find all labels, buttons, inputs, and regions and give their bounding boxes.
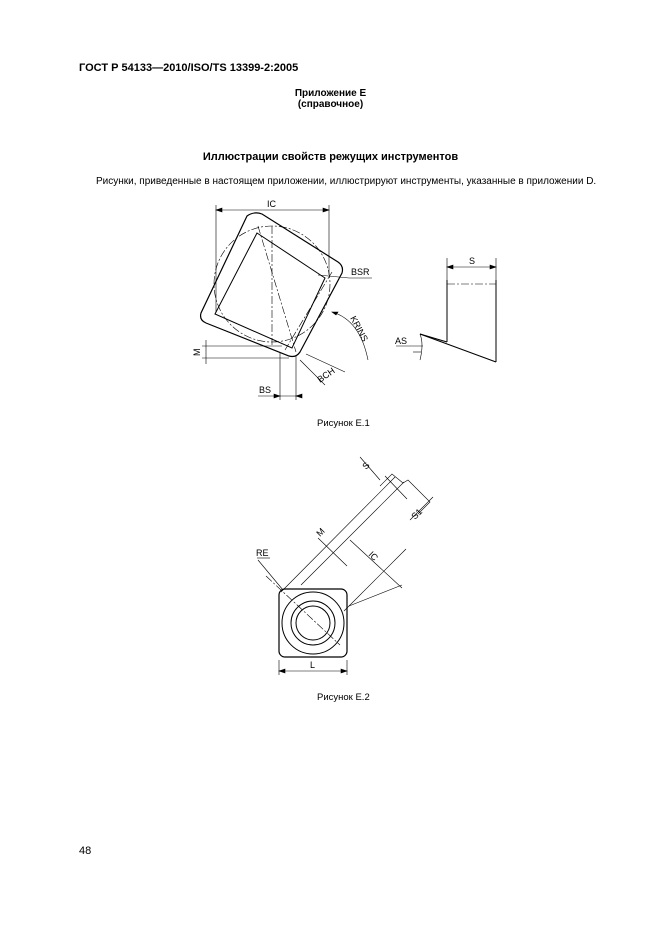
fig2-label-ic: IC xyxy=(366,549,381,563)
fig1-label-ic: IC xyxy=(267,199,276,209)
figure-e2-caption: Рисунок Е.2 xyxy=(317,692,370,703)
fig1-label-bsr: BSR xyxy=(351,267,370,277)
fig1-label-s: S xyxy=(469,256,476,266)
fig1-label-as: AS xyxy=(395,336,408,346)
fig1-label-m: M xyxy=(192,348,202,356)
fig2-label-m: M xyxy=(314,526,327,539)
page-number: 48 xyxy=(79,845,92,857)
fig1-label-bs: BS xyxy=(259,385,272,395)
fig1-label-krins: KRINS xyxy=(348,314,370,344)
appendix-title: Приложение Е xyxy=(294,88,367,99)
appendix-note: (справочное) xyxy=(297,99,364,110)
fig2-label-l: L xyxy=(310,660,316,670)
fig2-label-s1: S1 xyxy=(409,506,425,522)
document-header: ГОСТ Р 54133—2010/ISO/TS 13399-2:2005 xyxy=(79,62,299,74)
section-title: Иллюстрации свойств режущих инструментов xyxy=(202,151,459,163)
fig1-label-bch: BCH xyxy=(315,365,337,385)
section-intro: Рисунки, приведенные в настоящем приложении, иллюстрируют инструменты, указанные в приложении D. xyxy=(96,176,597,187)
figure-e1-caption: Рисунок Е.1 xyxy=(317,418,370,429)
fig2-label-s: S xyxy=(360,460,372,472)
fig2-label-re: RE xyxy=(256,548,269,558)
